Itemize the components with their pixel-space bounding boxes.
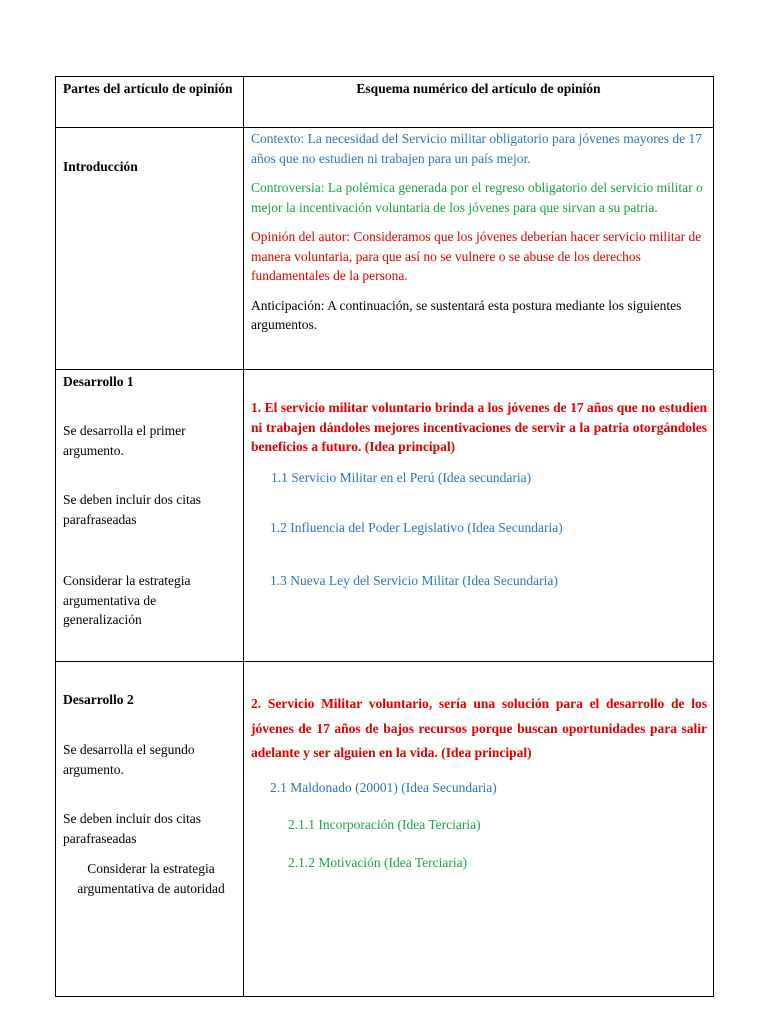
- intro-controversia: Controversia: La polémica generada por el regreso obligatorio del servicio militar o mejor la incentivación voluntaria de los jóvenes para que sirvan a su patria.: [251, 180, 703, 215]
- desarrollo2-content-cell: [244, 662, 714, 997]
- desarrollo1-main-idea: 1. El servicio militar voluntario brinda a los jóvenes de 17 años que no estudien ni trabajen dándoles mejores incentivaciones de servir a la patria otorgándoles beneficios a futuro. (Idea principal): [251, 400, 707, 454]
- desarrollo1-label: Desarrollo 1: [63, 374, 134, 389]
- intro-label: Introducción: [63, 159, 138, 174]
- desarrollo2-main-idea: 2. Servicio Militar voluntario, sería una solución para el desarrollo de los jóvenes de 17 años de bajos recursos porque buscan oportunidades para salir adelante y ser alguien en la vida. (Idea principal): [251, 696, 707, 760]
- header-cell-schema: [244, 77, 714, 128]
- desarrollo2-sub1: 2.1 Maldonado (20001) (Idea Secundaria): [270, 779, 497, 795]
- intro-anticipacion: Anticipación: A continuación, se sustentará esta postura mediante los siguientes argumentos.: [251, 297, 682, 332]
- intro-opinion: Opinión del autor: Consideramos que los jóvenes deberían hacer servicio militar de manera voluntaria, para que así no se vulnere o se abuse de los derechos fundamentales de la persona.: [251, 229, 702, 283]
- desarrollo2-sub12: 2.1.2 Motivación (Idea Terciaria): [288, 854, 468, 870]
- desarrollo2-note1: Se desarrolla el segundo argumento.: [63, 742, 195, 777]
- desarrollo1-row: [56, 370, 714, 662]
- desarrollo1-sub2: 1.2 Influencia del Poder Legislativo (Idea Secundaria): [270, 520, 563, 535]
- intro-label-cell: [56, 128, 244, 370]
- intro-row: [56, 128, 714, 370]
- desarrollo2-note3: Considerar la estrategia argumentativa de autoridad: [77, 861, 225, 896]
- header-schema-label: Esquema numérico del artículo de opinión: [356, 81, 601, 96]
- opinion-article-table: [55, 76, 714, 997]
- desarrollo1-label-cell: [56, 370, 244, 662]
- desarrollo1-note1: Se desarrolla el primer argumento.: [63, 423, 186, 458]
- header-row: [56, 77, 714, 128]
- desarrollo1-note3: Considerar la estrategia argumentativa de generalización: [63, 573, 191, 627]
- desarrollo1-sub3: 1.3 Nueva Ley del Servicio Militar (Idea Secundaria): [270, 572, 558, 588]
- header-parts-label: Partes del artículo de opinión: [63, 81, 233, 96]
- desarrollo2-note2: Se deben incluir dos citas parafraseadas: [63, 811, 201, 846]
- header-cell-parts: [56, 77, 244, 128]
- desarrollo2-row: [56, 662, 714, 997]
- desarrollo2-sub11: 2.1.1 Incorporación (Idea Terciaria): [288, 817, 481, 832]
- desarrollo1-note2: Se deben incluir dos citas parafraseadas: [63, 492, 201, 527]
- intro-contexto: Contexto: La necesidad del Servicio militar obligatorio para jóvenes mayores de 17 años que no estudien ni trabajen para un país mejor.: [251, 131, 702, 166]
- desarrollo1-content-cell: [244, 370, 714, 662]
- desarrollo2-label-cell: [56, 662, 244, 997]
- desarrollo2-label: Desarrollo 2: [63, 692, 134, 707]
- intro-content-cell: [244, 128, 714, 370]
- desarrollo1-sub1: 1.1 Servicio Militar en el Perú (Idea secundaria): [271, 469, 532, 485]
